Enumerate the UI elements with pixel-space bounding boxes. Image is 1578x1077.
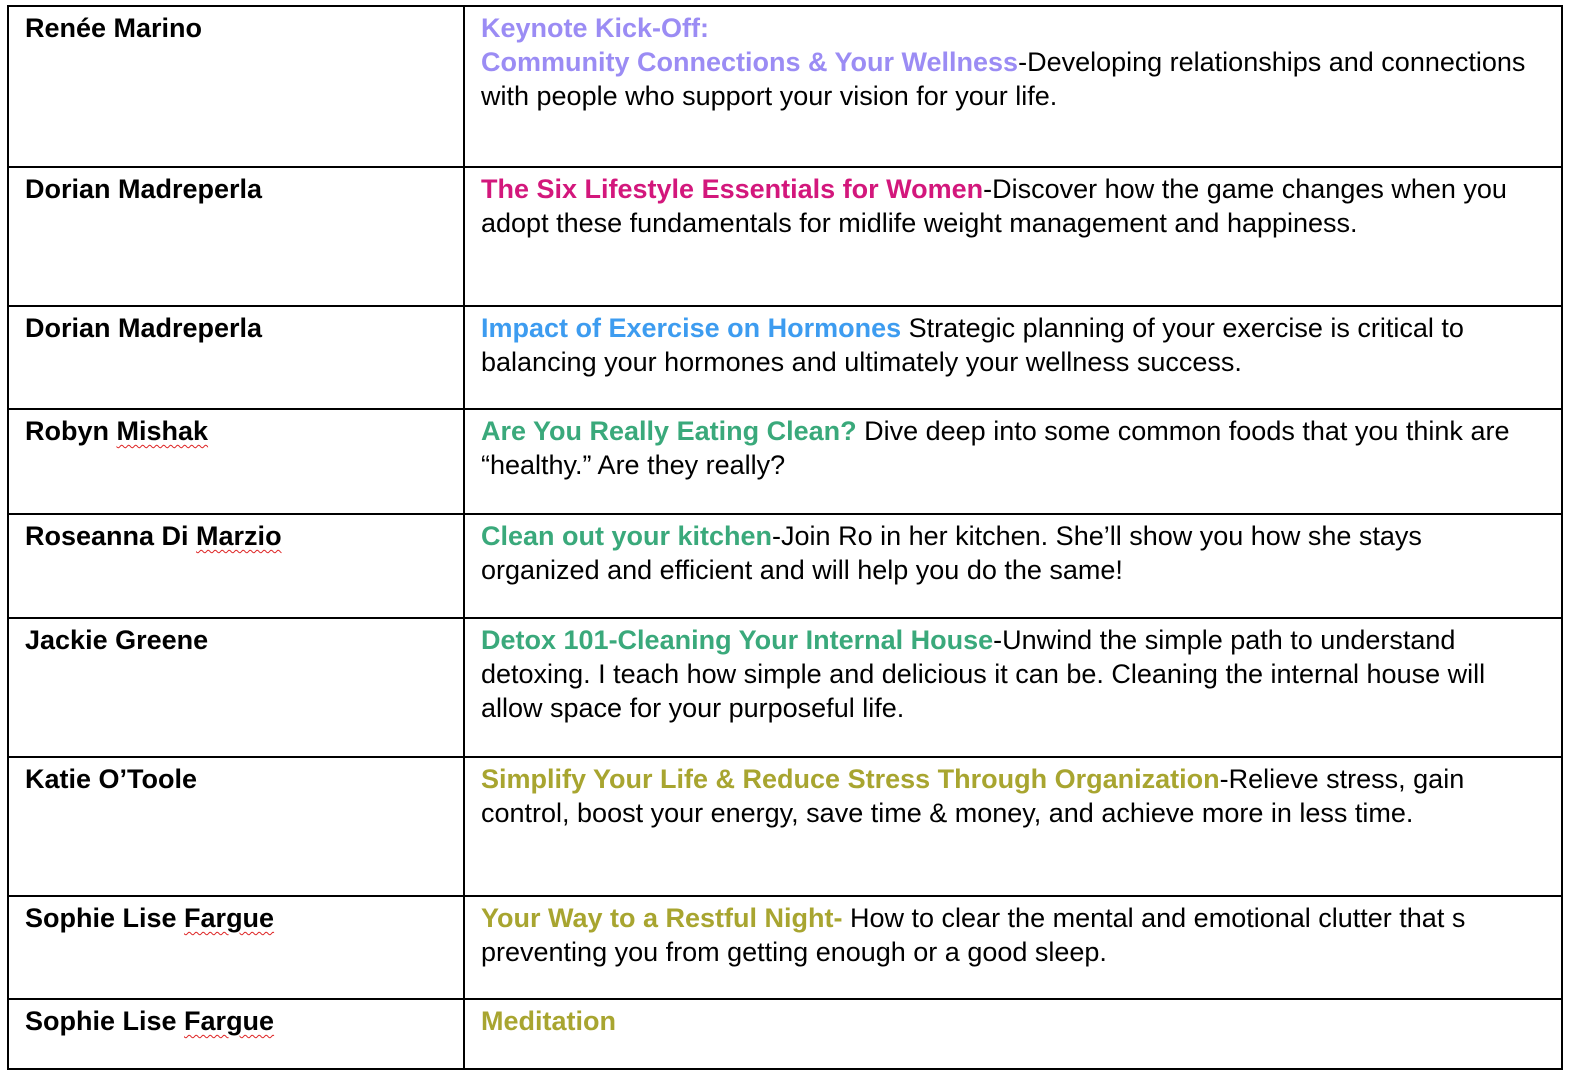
speaker-name: Renée Marino <box>25 13 203 43</box>
table-row <box>8 167 1562 306</box>
speaker-name-cell <box>8 409 464 514</box>
session-cell <box>464 167 1562 306</box>
speaker-name-cell <box>8 167 464 306</box>
speaker-name: Jackie Greene <box>25 625 209 655</box>
spellcheck-flagged-word: Fargue <box>184 1006 275 1036</box>
session-cell <box>464 6 1562 167</box>
session-description: -Unwind the simple path to understand detoxing. I teach how simple and delicious it can be. Cleaning the internal house will allow space for your purposeful life. <box>481 625 1486 723</box>
session-title: Simplify Your Life & Reduce Stress Through Organization <box>481 764 1220 794</box>
speaker-name-cell <box>8 757 464 896</box>
session-cell <box>464 306 1562 409</box>
table-row <box>8 409 1562 514</box>
session-cell <box>464 514 1562 618</box>
session-cell <box>464 999 1562 1069</box>
spellcheck-flagged-word: Fargue <box>184 903 275 933</box>
table-row <box>8 757 1562 896</box>
speaker-name: Sophie Lise <box>25 903 185 933</box>
speaker-schedule-table <box>7 5 1563 1070</box>
speaker-name: Sophie Lise <box>25 1006 185 1036</box>
session-description: -Discover how the game changes when you adopt these fundamentals for midlife weight management and happiness. <box>481 174 1507 238</box>
session-title: Keynote Kick-Off: Community Connections & Your Wellness <box>481 13 1019 77</box>
speaker-name: Dorian Madreperla <box>25 313 263 343</box>
session-cell <box>464 618 1562 757</box>
speaker-name: Katie O’Toole <box>25 764 198 794</box>
speaker-name-cell <box>8 896 464 999</box>
table-row <box>8 999 1562 1069</box>
session-title: Detox 101-Cleaning Your Internal House <box>481 625 994 655</box>
speaker-name: Dorian Madreperla <box>25 174 263 204</box>
table-row <box>8 514 1562 618</box>
table-row <box>8 896 1562 999</box>
session-title: Meditation <box>481 1006 616 1036</box>
table-row <box>8 306 1562 409</box>
session-description: -Developing relationships and connections with people who support your vision for your life. <box>481 47 1526 111</box>
speaker-name-cell <box>8 306 464 409</box>
speaker-name-cell <box>8 999 464 1069</box>
session-description: Strategic planning of your exercise is critical to balancing your hormones and ultimately your wellness success. <box>481 313 1464 377</box>
speaker-name-cell <box>8 6 464 167</box>
session-description: -Join Ro in her kitchen. She’ll show you how she stays organized and efficient and will help you do the same! <box>481 521 1422 585</box>
speaker-name: Roseanna Di <box>25 521 197 551</box>
speaker-name-cell <box>8 514 464 618</box>
speaker-name: Robyn <box>25 416 117 446</box>
session-description: How to clear the mental and emotional clutter that s preventing you from getting enough or a good sleep. <box>481 903 1466 967</box>
session-title: Impact of Exercise on Hormones <box>481 313 902 343</box>
session-description: -Relieve stress, gain control, boost your energy, save time & money, and achieve more in less time. <box>481 764 1465 828</box>
table-row <box>8 618 1562 757</box>
session-cell <box>464 409 1562 514</box>
session-cell <box>464 896 1562 999</box>
session-cell <box>464 757 1562 896</box>
spellcheck-flagged-word: Marzio <box>196 521 282 551</box>
speaker-name-cell <box>8 618 464 757</box>
session-title: Your Way to a Restful Night- <box>481 903 843 933</box>
table-row <box>8 6 1562 167</box>
session-description: Dive deep into some common foods that you think are “healthy.” Are they really? <box>481 416 1510 480</box>
session-title: The Six Lifestyle Essentials for Women <box>481 174 984 204</box>
spellcheck-flagged-word: Mishak <box>116 416 209 446</box>
session-title: Clean out your kitchen <box>481 521 773 551</box>
session-title: Are You Really Eating Clean? <box>481 416 857 446</box>
